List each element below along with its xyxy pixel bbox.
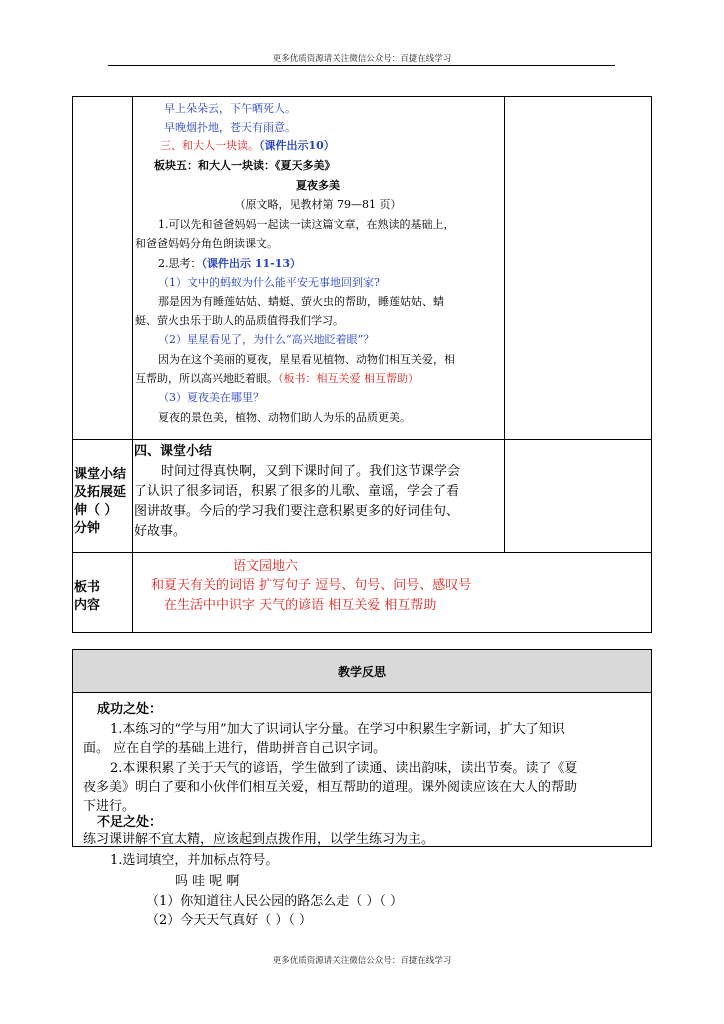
answer-2-text: 互帮助，所以高兴地眨着眼。 (135, 372, 278, 385)
board-line-1: 和夏天有关的词语 扩写句子 逗号、句号、问号、感叹号 (151, 578, 472, 593)
step-three-line (160, 139, 335, 153)
question-2: （2）星星看见了，为什么“高兴地眨着眼”？ (158, 333, 375, 346)
board-note: （板书：相互关爱 相互帮助） (278, 372, 419, 385)
summary-label-line-3: 伸（ ） (74, 503, 118, 518)
exercise-title: 1.选词填空，并加标点符号。 (110, 853, 279, 868)
shortfall-line-1: 练习课讲解不宜太精，应该起到点拨作用，以学生练习为主。 (83, 832, 435, 847)
success-line-2: 面。 应在自学的基础上进行，借助拼音自己识字词。 (83, 741, 387, 756)
reflection-title: 教学反思 (73, 650, 651, 693)
board-label-line-1: 板书 (74, 580, 101, 595)
courseware-ref-11-13: （课件出示 11-13） (201, 257, 302, 270)
header-rule (108, 65, 615, 66)
answer-3: 夏夜的景色美，植物、动物们助人为乐的品质更美。 (158, 411, 411, 424)
section-five-heading: 板块五：和大人一块读：《夏天多美》 (154, 159, 336, 172)
summary-line-1: 时间过得真快啊，又到下课时间了。我们这节课学会 (161, 464, 461, 479)
think-line (158, 257, 301, 271)
answer-2-line-1: 因为在这个美丽的夏夜，星星看见植物、动物们相互关爱，相 (158, 353, 455, 366)
answer-1-line-2: 蜓、萤火虫乐于助人的品质值得我们学习。 (135, 314, 344, 327)
summary-label-line-2: 及拓展延 (74, 485, 127, 500)
text-title: 夏夜多美 (296, 179, 340, 192)
page-header-text: 更多优质资源请关注微信公众号：百捷在线学习 (272, 54, 452, 64)
think-label: 2.思考： (158, 257, 202, 270)
success-heading: 成功之处： (97, 702, 163, 717)
exercise-item-2: （2）今天天气真好（ ）（ ） (146, 913, 313, 928)
success-line-5: 下进行。 (83, 799, 136, 814)
exercise-item-1: （1）你知道往人民公园的路怎么走（ ）（ ） (146, 894, 404, 909)
exercise-options: 吗 哇 呢 啊 (175, 874, 240, 889)
success-line-3: 2.本课积累了关于天气的谚语，学生做到了读通、读出韵味，读出节奏。读了《夏 (110, 761, 578, 776)
summary-label-line-1: 课堂小结 (74, 467, 127, 482)
success-line-4: 夜多美》明白了要和小伙伴们相互关爱，相互帮助的道理。课外阅读应该在大人的帮助 (83, 780, 578, 795)
answer-2-line-2 (135, 372, 419, 386)
summary-line-4: 好故事。 (134, 524, 187, 539)
board-label-line-2: 内容 (74, 598, 101, 613)
proverb-line-1: 早上朵朵云，下午晒死人。 (164, 102, 296, 115)
row-divider-1 (73, 439, 651, 440)
courseware-ref-10: （课件出示10） (259, 139, 335, 152)
success-line-1: 1.本练习的“学与用”加大了识词认字分量。在学习中积累生字新词，扩大了知识 (110, 722, 565, 737)
answer-1-line-1: 那是因为有睡莲姑姑、蜻蜓、萤火虫的帮助，睡莲姑姑、蜻 (158, 295, 444, 308)
board-title: 语文园地六 (233, 559, 299, 574)
summary-line-2: 了认识了很多词语，积累了很多的儿歌、童谣，学会了看 (134, 484, 460, 499)
summary-heading: 四、课堂小结 (134, 444, 213, 459)
row-divider-2 (73, 552, 651, 553)
board-line-2: 在生活中中识字 天气的谚语 相互关爱 相互帮助 (164, 598, 437, 613)
summary-label-line-4: 分钟 (74, 521, 101, 536)
step-three-text: 三、和大人一块读。 (160, 139, 259, 152)
question-3: （3）夏夜美在哪里？ (158, 391, 264, 404)
page-footer-text: 更多优质资源请关注微信公众号：百捷在线学习 (272, 956, 452, 966)
shortfall-heading: 不足之处： (97, 815, 163, 830)
lesson-table (72, 96, 652, 633)
question-1: （1）文中的蚂蚁为什么能平安无事地回到家? (158, 276, 380, 289)
summary-line-3: 图讲故事。今后的学习我们要注意积累更多的好词佳句、 (134, 504, 460, 519)
proverb-line-2: 早晚烟扑地，苍天有雨意。 (164, 121, 296, 134)
column-divider-right (504, 97, 505, 552)
instruction-line-1: 1.可以先和爸爸妈妈一起读一读这篇文章，在熟读的基础上， (158, 218, 455, 231)
instruction-line-2: 和爸爸妈妈分角色朗读课文。 (135, 237, 278, 250)
reflection-box (72, 649, 652, 847)
text-source: （原文略，见教材第 79—81 页） (234, 198, 402, 211)
